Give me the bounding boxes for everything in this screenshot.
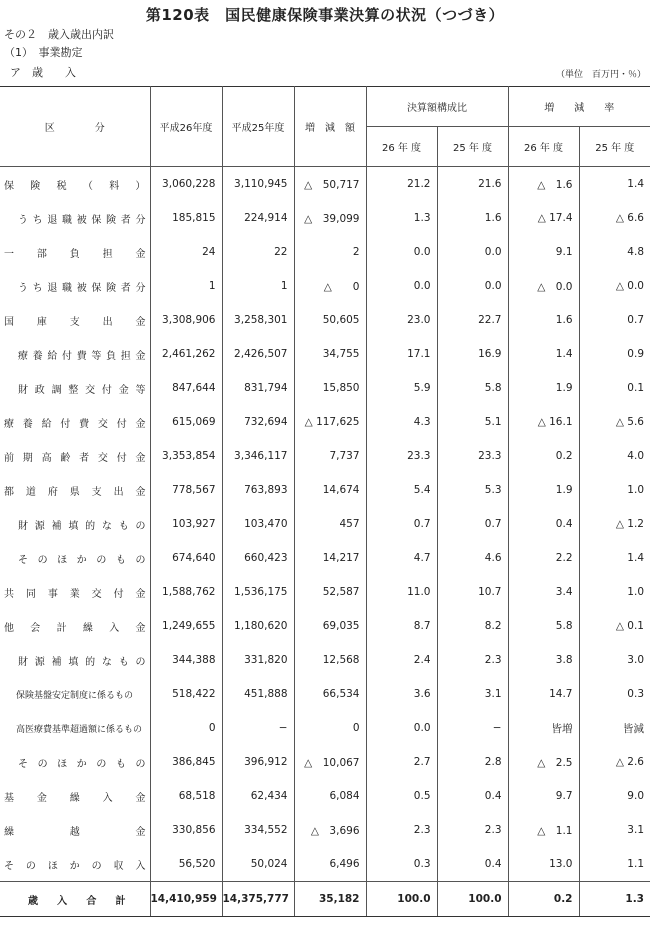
- rate-25-cell: 0.7: [579, 303, 650, 337]
- row-label: 共同事業交付金: [4, 588, 146, 600]
- composition-25-cell: 22.7: [437, 303, 508, 337]
- composition-25-cell: 21.6: [437, 167, 508, 202]
- value-h26-cell: 330,856: [150, 813, 222, 847]
- composition-25-cell: 2.3: [437, 643, 508, 677]
- header-rate-25: 25 年 度: [579, 127, 650, 167]
- composition-26-cell: 5.9: [366, 371, 437, 405]
- composition-25-cell: 0.4: [437, 847, 508, 882]
- value-h26-cell: 103,927: [150, 507, 222, 541]
- rate-25-cell: 4.8: [579, 235, 650, 269]
- rate-25-cell: △ 0.0: [579, 269, 650, 303]
- composition-26-cell: 4.3: [366, 405, 437, 439]
- rate-26-cell: △ 16.1: [508, 405, 579, 439]
- row-label-cell: [0, 439, 150, 473]
- header-change: 増 減 額: [294, 87, 366, 167]
- row-label: 国庫支出金: [4, 316, 146, 328]
- header-rate: 増 減 率: [508, 87, 650, 127]
- composition-25-cell: 0.7: [437, 507, 508, 541]
- change-cell: △ 0: [294, 269, 366, 303]
- row-label: そのほかのもの: [18, 758, 146, 770]
- row-label-cell: [0, 507, 150, 541]
- row-label: 基金繰入金: [4, 792, 146, 804]
- composition-26-cell: 3.6: [366, 677, 437, 711]
- rate-26-cell: 14.7: [508, 677, 579, 711]
- table-row: [0, 711, 650, 745]
- row-label: 保険税（料）: [4, 180, 146, 192]
- value-h25-cell: 1: [222, 269, 294, 303]
- composition-25-cell: 8.2: [437, 609, 508, 643]
- composition-26-cell: 0.0: [366, 711, 437, 745]
- change-cell: △ 50,717: [294, 167, 366, 202]
- value-h26-cell: 615,069: [150, 405, 222, 439]
- header-comp-26: 26 年 度: [366, 127, 437, 167]
- value-h26-cell: 1: [150, 269, 222, 303]
- rate-25-cell: 1.3: [579, 882, 650, 917]
- table-row: [0, 609, 650, 643]
- row-label: 前期高齢者交付金: [4, 452, 146, 464]
- value-h26-cell: 778,567: [150, 473, 222, 507]
- change-cell: 6,084: [294, 779, 366, 813]
- value-h26-cell: 847,644: [150, 371, 222, 405]
- table-row: [0, 847, 650, 882]
- change-cell: 457: [294, 507, 366, 541]
- rate-25-cell: 4.0: [579, 439, 650, 473]
- value-h25-cell: 3,258,301: [222, 303, 294, 337]
- row-label-cell: [0, 201, 150, 235]
- value-h25-cell: 396,912: [222, 745, 294, 779]
- table-row: [0, 201, 650, 235]
- rate-25-cell: 皆減: [579, 711, 650, 745]
- value-h26-cell: 1,588,762: [150, 575, 222, 609]
- table-heading: ア 歳 入: [10, 66, 76, 79]
- composition-25-cell: 10.7: [437, 575, 508, 609]
- change-cell: 14,217: [294, 541, 366, 575]
- rate-26-cell: △ 0.0: [508, 269, 579, 303]
- row-label-cell: [0, 779, 150, 813]
- rate-26-cell: 5.8: [508, 609, 579, 643]
- table-row: [0, 813, 650, 847]
- row-label: 高医療費基準超過額に係るもの: [16, 724, 143, 735]
- value-h25-cell: 1,536,175: [222, 575, 294, 609]
- row-label: うち退職被保険者分: [18, 282, 146, 294]
- row-label-cell: [0, 371, 150, 405]
- row-label-cell: [0, 643, 150, 677]
- row-label: 歳入合計: [28, 895, 126, 907]
- row-label: 療養給付費等負担金: [18, 350, 146, 362]
- value-h26-cell: 0: [150, 711, 222, 745]
- change-cell: 2: [294, 235, 366, 269]
- header-comp-25: 25 年 度: [437, 127, 508, 167]
- row-label-cell: [0, 473, 150, 507]
- rate-26-cell: 1.4: [508, 337, 579, 371]
- table-row: [0, 167, 650, 202]
- composition-26-cell: 5.4: [366, 473, 437, 507]
- change-cell: △ 117,625: [294, 405, 366, 439]
- row-label-cell: [0, 609, 150, 643]
- row-label: 一部負担金: [4, 248, 146, 260]
- value-h25-cell: 451,888: [222, 677, 294, 711]
- value-h25-cell: 3,346,117: [222, 439, 294, 473]
- rate-26-cell: 3.8: [508, 643, 579, 677]
- value-h26-cell: 386,845: [150, 745, 222, 779]
- rate-25-cell: △ 5.6: [579, 405, 650, 439]
- table-row: [0, 575, 650, 609]
- page-title: 第120表 国民健康保険事業決算の状況（つづき）: [145, 6, 505, 24]
- change-cell: 34,755: [294, 337, 366, 371]
- rate-25-cell: 3.0: [579, 643, 650, 677]
- value-h25-cell: 660,423: [222, 541, 294, 575]
- table-row: [0, 405, 650, 439]
- table-row: [0, 473, 650, 507]
- rate-26-cell: 皆増: [508, 711, 579, 745]
- change-cell: 66,534: [294, 677, 366, 711]
- rate-26-cell: △ 17.4: [508, 201, 579, 235]
- row-label-cell: [0, 745, 150, 779]
- rate-25-cell: 1.0: [579, 473, 650, 507]
- header-rate-26: 26 年 度: [508, 127, 579, 167]
- row-label: 保険基盤安定制度に係るもの: [16, 690, 134, 701]
- table-row: [0, 235, 650, 269]
- rate-25-cell: △ 0.1: [579, 609, 650, 643]
- row-label-cell: [0, 847, 150, 882]
- value-h26-cell: 14,410,959: [150, 882, 222, 917]
- composition-25-cell: 2.8: [437, 745, 508, 779]
- rate-26-cell: 0.2: [508, 439, 579, 473]
- change-cell: 12,568: [294, 643, 366, 677]
- table-row: [0, 541, 650, 575]
- table-row: [0, 507, 650, 541]
- value-h25-cell: −: [222, 711, 294, 745]
- value-h26-cell: 24: [150, 235, 222, 269]
- value-h25-cell: 62,434: [222, 779, 294, 813]
- value-h26-cell: 1,249,655: [150, 609, 222, 643]
- rate-26-cell: 1.9: [508, 473, 579, 507]
- subsection-heading: （1） 事業勘定: [4, 46, 83, 59]
- change-cell: △ 10,067: [294, 745, 366, 779]
- composition-25-cell: 0.0: [437, 235, 508, 269]
- composition-25-cell: 4.6: [437, 541, 508, 575]
- value-h25-cell: 732,694: [222, 405, 294, 439]
- table-row: [0, 337, 650, 371]
- rate-25-cell: 9.0: [579, 779, 650, 813]
- change-cell: 6,496: [294, 847, 366, 882]
- composition-25-cell: 5.8: [437, 371, 508, 405]
- rate-25-cell: △ 2.6: [579, 745, 650, 779]
- composition-25-cell: 100.0: [437, 882, 508, 917]
- value-h26-cell: 674,640: [150, 541, 222, 575]
- rate-26-cell: △ 1.1: [508, 813, 579, 847]
- composition-25-cell: 1.6: [437, 201, 508, 235]
- value-h26-cell: 518,422: [150, 677, 222, 711]
- table-row: [0, 439, 650, 473]
- row-label-cell: [0, 711, 150, 745]
- row-label-cell: [0, 541, 150, 575]
- header-composition: 決算額構成比: [366, 87, 508, 127]
- row-label-cell: [0, 405, 150, 439]
- value-h25-cell: 334,552: [222, 813, 294, 847]
- composition-26-cell: 2.3: [366, 813, 437, 847]
- table-row: [0, 779, 650, 813]
- value-h25-cell: 50,024: [222, 847, 294, 882]
- row-label-cell: [0, 337, 150, 371]
- composition-26-cell: 21.2: [366, 167, 437, 202]
- row-label: 財源補填的なもの: [18, 520, 146, 532]
- table-row: [0, 745, 650, 779]
- rate-25-cell: 1.4: [579, 541, 650, 575]
- value-h25-cell: 14,375,777: [222, 882, 294, 917]
- value-h25-cell: 1,180,620: [222, 609, 294, 643]
- composition-26-cell: 11.0: [366, 575, 437, 609]
- row-label-cell: [0, 813, 150, 847]
- rate-26-cell: 13.0: [508, 847, 579, 882]
- rate-26-cell: 9.7: [508, 779, 579, 813]
- composition-26-cell: 0.7: [366, 507, 437, 541]
- row-label-cell: [0, 269, 150, 303]
- composition-25-cell: −: [437, 711, 508, 745]
- row-label-cell: [0, 677, 150, 711]
- value-h25-cell: 103,470: [222, 507, 294, 541]
- composition-25-cell: 5.1: [437, 405, 508, 439]
- rate-26-cell: △ 1.6: [508, 167, 579, 202]
- rate-25-cell: 0.9: [579, 337, 650, 371]
- change-cell: 69,035: [294, 609, 366, 643]
- row-label: 他会計繰入金: [4, 622, 146, 634]
- composition-25-cell: 2.3: [437, 813, 508, 847]
- value-h26-cell: 68,518: [150, 779, 222, 813]
- composition-26-cell: 0.0: [366, 235, 437, 269]
- row-label: そのほかのもの: [18, 554, 146, 566]
- rate-26-cell: 0.4: [508, 507, 579, 541]
- value-h26-cell: 3,308,906: [150, 303, 222, 337]
- value-h25-cell: 763,893: [222, 473, 294, 507]
- rate-25-cell: 1.1: [579, 847, 650, 882]
- rate-25-cell: 1.0: [579, 575, 650, 609]
- row-label-cell: [0, 575, 150, 609]
- composition-26-cell: 0.3: [366, 847, 437, 882]
- table-body: [0, 167, 650, 917]
- rate-25-cell: 0.3: [579, 677, 650, 711]
- value-h25-cell: 224,914: [222, 201, 294, 235]
- section-heading: その２ 歳入歳出内訳: [4, 28, 114, 41]
- value-h25-cell: 331,820: [222, 643, 294, 677]
- row-label: そのほかの収入: [4, 860, 146, 872]
- value-h26-cell: 344,388: [150, 643, 222, 677]
- rate-25-cell: 3.1: [579, 813, 650, 847]
- change-cell: △ 39,099: [294, 201, 366, 235]
- row-label-cell: [0, 235, 150, 269]
- rate-25-cell: 1.4: [579, 167, 650, 202]
- row-label: 都道府県支出金: [4, 486, 146, 498]
- composition-25-cell: 0.0: [437, 269, 508, 303]
- change-cell: △ 3,696: [294, 813, 366, 847]
- change-cell: 50,605: [294, 303, 366, 337]
- row-label: うち退職被保険者分: [18, 214, 146, 226]
- rate-26-cell: 3.4: [508, 575, 579, 609]
- change-cell: 7,737: [294, 439, 366, 473]
- composition-26-cell: 100.0: [366, 882, 437, 917]
- composition-26-cell: 2.4: [366, 643, 437, 677]
- rate-25-cell: △ 6.6: [579, 201, 650, 235]
- rate-26-cell: 9.1: [508, 235, 579, 269]
- change-cell: 15,850: [294, 371, 366, 405]
- value-h25-cell: 22: [222, 235, 294, 269]
- rate-26-cell: 1.9: [508, 371, 579, 405]
- value-h26-cell: 3,353,854: [150, 439, 222, 473]
- rate-25-cell: 0.1: [579, 371, 650, 405]
- row-label: 療養給付費交付金: [4, 418, 146, 430]
- composition-26-cell: 0.0: [366, 269, 437, 303]
- composition-25-cell: 23.3: [437, 439, 508, 473]
- composition-25-cell: 0.4: [437, 779, 508, 813]
- table-row: [0, 303, 650, 337]
- composition-26-cell: 0.5: [366, 779, 437, 813]
- table-row: [0, 371, 650, 405]
- composition-26-cell: 23.3: [366, 439, 437, 473]
- rate-26-cell: 1.6: [508, 303, 579, 337]
- composition-26-cell: 4.7: [366, 541, 437, 575]
- composition-26-cell: 8.7: [366, 609, 437, 643]
- value-h26-cell: 2,461,262: [150, 337, 222, 371]
- composition-26-cell: 2.7: [366, 745, 437, 779]
- value-h26-cell: 3,060,228: [150, 167, 222, 202]
- row-label-cell: [0, 167, 150, 202]
- composition-26-cell: 17.1: [366, 337, 437, 371]
- row-label: 財政調整交付金等: [18, 384, 146, 396]
- value-h25-cell: 2,426,507: [222, 337, 294, 371]
- row-label: 繰越金: [4, 826, 146, 838]
- rate-26-cell: 2.2: [508, 541, 579, 575]
- row-label-cell: [0, 303, 150, 337]
- total-row: [0, 882, 650, 917]
- change-cell: 52,587: [294, 575, 366, 609]
- table-row: [0, 677, 650, 711]
- header-category: 区 分: [0, 87, 150, 167]
- composition-26-cell: 23.0: [366, 303, 437, 337]
- row-label: 財源補填的なもの: [18, 656, 146, 668]
- composition-25-cell: 16.9: [437, 337, 508, 371]
- value-h26-cell: 185,815: [150, 201, 222, 235]
- unit-note: （単位 百万円・％）: [555, 70, 646, 80]
- change-cell: 0: [294, 711, 366, 745]
- rate-25-cell: △ 1.2: [579, 507, 650, 541]
- change-cell: 14,674: [294, 473, 366, 507]
- row-label-cell: [0, 882, 150, 917]
- revenue-table: [0, 86, 650, 917]
- composition-26-cell: 1.3: [366, 201, 437, 235]
- rate-26-cell: 0.2: [508, 882, 579, 917]
- composition-25-cell: 5.3: [437, 473, 508, 507]
- value-h25-cell: 3,110,945: [222, 167, 294, 202]
- table-row: [0, 643, 650, 677]
- table-row: [0, 269, 650, 303]
- value-h25-cell: 831,794: [222, 371, 294, 405]
- composition-25-cell: 3.1: [437, 677, 508, 711]
- header-h26: 平成26年度: [150, 87, 222, 167]
- rate-26-cell: △ 2.5: [508, 745, 579, 779]
- header-h25: 平成25年度: [222, 87, 294, 167]
- change-cell: 35,182: [294, 882, 366, 917]
- value-h26-cell: 56,520: [150, 847, 222, 882]
